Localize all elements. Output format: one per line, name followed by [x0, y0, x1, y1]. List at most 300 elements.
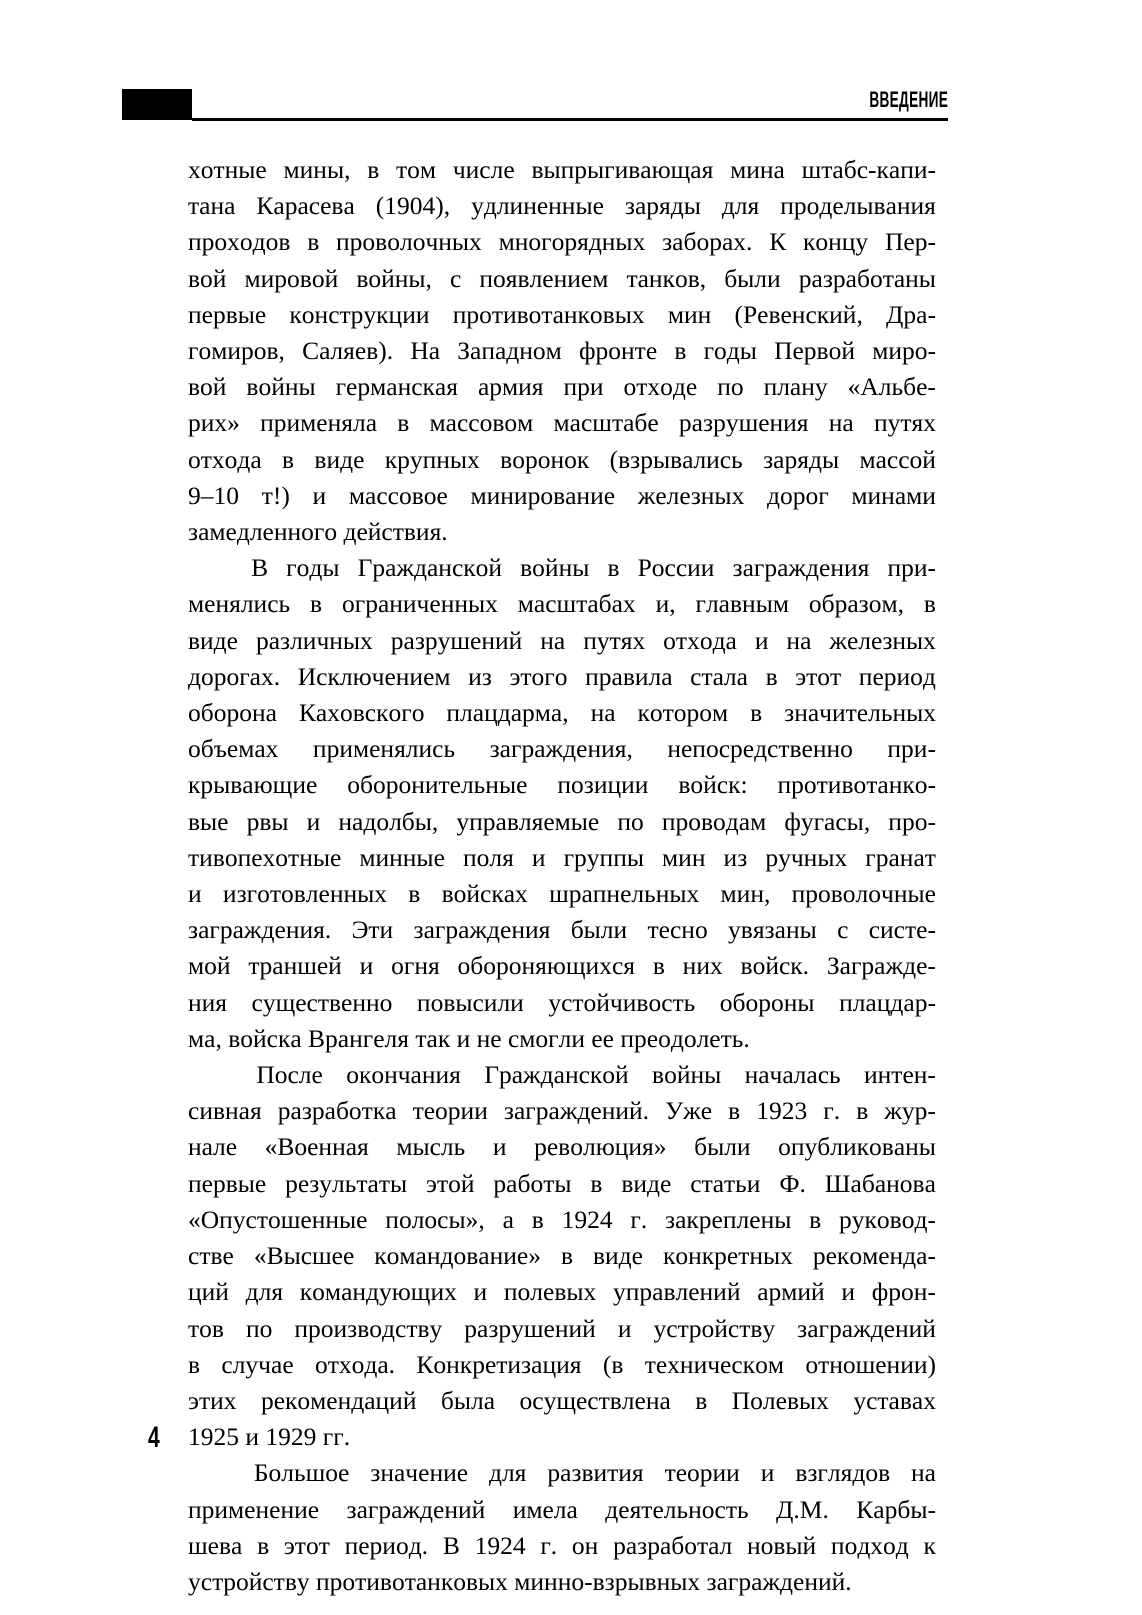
word: по — [717, 372, 744, 402]
word: в — [607, 553, 620, 583]
word: масштабе — [553, 408, 659, 438]
text-line — [188, 731, 936, 767]
word: Пер- — [884, 227, 936, 257]
word: «Альбе- — [847, 372, 936, 402]
word: интен- — [864, 1060, 936, 1090]
text-line — [188, 442, 936, 478]
text-line — [188, 985, 936, 1021]
word: «Высшее — [253, 1241, 355, 1271]
word: в — [674, 336, 687, 366]
word: плацдар- — [839, 987, 936, 1017]
word: (1904), — [375, 191, 451, 221]
text-line — [188, 1166, 936, 1202]
word: надолбы, — [338, 806, 439, 836]
word: Конкретизация — [416, 1349, 582, 1379]
word: заграждения. — [188, 915, 332, 945]
word: были — [724, 263, 781, 293]
word: минами — [851, 480, 936, 510]
word: вой — [188, 372, 227, 402]
word: Исключением — [297, 661, 451, 691]
word: в — [531, 1204, 544, 1234]
word: полосы», — [385, 1204, 485, 1234]
word: в — [728, 1096, 741, 1126]
word: войны — [520, 553, 590, 583]
word: про- — [888, 806, 936, 836]
text-line: ма, войска Врангеля так и не смогли ее преодолеть. — [188, 1023, 750, 1053]
word: заграждения — [732, 553, 870, 583]
word: числе — [452, 155, 515, 184]
text-line — [188, 1274, 936, 1310]
word: Полевых — [731, 1385, 829, 1415]
word: в — [310, 589, 323, 619]
text-line — [188, 188, 936, 224]
word: годы — [703, 336, 757, 366]
word: появлением — [479, 263, 609, 293]
word: Загражде- — [826, 951, 936, 981]
word: минирование — [470, 480, 616, 510]
word: объемах — [188, 734, 279, 764]
word: фугасы, — [784, 806, 871, 836]
word: сивная — [188, 1096, 262, 1126]
word: для — [721, 191, 760, 221]
word: по — [617, 806, 644, 836]
text-line — [188, 224, 936, 260]
word: различных — [255, 625, 373, 655]
text-line — [188, 405, 936, 441]
word: (в — [602, 1349, 624, 1379]
word: образом, — [808, 589, 904, 619]
word: отношении) — [805, 1349, 936, 1379]
word: (Ревенский, — [734, 299, 863, 329]
word: нале — [188, 1132, 238, 1162]
word: заряды — [624, 191, 701, 221]
word: в — [188, 1349, 201, 1379]
word: командующих — [299, 1277, 457, 1307]
word: Эти — [351, 915, 394, 945]
word: После — [256, 1060, 323, 1090]
word: мировой — [244, 263, 339, 293]
word: в — [257, 1530, 270, 1560]
word: танков, — [626, 263, 707, 293]
text-line — [188, 1492, 936, 1528]
word: германская — [335, 372, 458, 402]
word: траншей — [248, 951, 342, 981]
word: правила — [585, 661, 673, 691]
word: виде — [621, 1168, 672, 1198]
word: в — [856, 1096, 869, 1126]
word: осуществлена — [519, 1385, 671, 1415]
word: рвы — [246, 806, 289, 836]
text-line — [188, 659, 936, 695]
word: в — [307, 227, 320, 257]
word: теории — [664, 1458, 740, 1488]
word: войск. — [740, 951, 810, 981]
text-line — [188, 1202, 936, 1238]
word: значение — [370, 1458, 469, 1488]
word: отходе — [623, 372, 698, 402]
word: он — [571, 1530, 599, 1560]
word: фронте — [579, 336, 658, 366]
word: противотанко- — [777, 770, 936, 800]
word: плану — [763, 372, 828, 402]
word: воронок — [500, 444, 590, 474]
word: Гражданской — [357, 553, 503, 583]
word: многорядных — [498, 227, 646, 257]
text-line — [188, 1057, 936, 1093]
word: массовом — [429, 408, 534, 438]
word: дорог — [767, 480, 829, 510]
word: виде — [188, 625, 238, 655]
word: войны — [246, 372, 316, 402]
word: и — [760, 1458, 775, 1488]
word: ограниченных — [341, 589, 498, 619]
word: при — [563, 372, 604, 402]
word: к — [923, 1530, 936, 1560]
text-line — [188, 1238, 936, 1274]
word: закреплены — [665, 1204, 792, 1234]
word: были — [694, 1132, 751, 1162]
word: вой — [188, 263, 227, 293]
word: удлиненные — [471, 191, 604, 221]
text-line — [188, 1383, 936, 1419]
text-line — [188, 623, 936, 659]
word: Западном — [457, 336, 562, 366]
word: войск: — [678, 770, 748, 800]
word: на — [911, 1458, 936, 1488]
word: этой — [426, 1168, 475, 1198]
word: на — [590, 698, 616, 728]
header-rule-divider — [192, 118, 948, 121]
word: «Военная — [264, 1132, 369, 1162]
word: Карбы- — [856, 1494, 936, 1524]
word: проволочных — [336, 227, 482, 257]
word: заряды — [763, 444, 840, 474]
word: оборонительные — [347, 770, 528, 800]
word: и — [306, 806, 321, 836]
word: путях — [873, 408, 936, 438]
word: первые — [188, 299, 267, 329]
word: разрушений — [464, 1313, 596, 1343]
word: и — [473, 1277, 488, 1307]
word: при- — [887, 553, 936, 583]
word: имела — [512, 1494, 578, 1524]
word: проходов — [188, 227, 291, 257]
word: рекомендаций — [260, 1385, 417, 1415]
word: этого — [509, 661, 568, 691]
word: заграждений — [346, 1494, 486, 1524]
text-line — [188, 912, 936, 948]
word: мин, — [720, 879, 771, 909]
word: в — [765, 661, 778, 691]
word: применялись — [312, 734, 456, 764]
word: массовое — [348, 480, 448, 510]
text-line: замедленного действия. — [188, 517, 448, 547]
word: для — [245, 1277, 284, 1307]
word: «Опустошенные — [188, 1204, 368, 1234]
word: в — [560, 1241, 573, 1271]
text-line: 1925 и 1929 гг. — [188, 1422, 351, 1452]
word: результаты — [285, 1168, 408, 1198]
word: них — [682, 951, 723, 981]
paragraph-indent — [188, 550, 233, 586]
word: Уже — [665, 1096, 713, 1126]
word: Первой — [774, 336, 855, 366]
word: из — [468, 661, 492, 691]
word: разработка — [277, 1096, 397, 1126]
word: в — [652, 951, 665, 981]
word: Дра- — [886, 299, 936, 329]
word: т!) — [261, 480, 290, 510]
word: ций — [188, 1277, 229, 1307]
word: войсках — [441, 879, 528, 909]
word: на — [540, 625, 566, 655]
word: и — [754, 625, 769, 655]
word: Большое — [253, 1458, 350, 1488]
word: мысль — [396, 1132, 466, 1162]
word: в — [367, 155, 380, 184]
word: на — [828, 408, 854, 438]
word: фрон- — [871, 1277, 936, 1307]
word: управлений — [612, 1277, 741, 1307]
text-line — [188, 1311, 936, 1347]
word: Карасева — [256, 191, 355, 221]
text-line — [188, 1093, 936, 1129]
word: Шабанова — [824, 1168, 936, 1198]
word: заграждения, — [489, 734, 633, 764]
word: Д.М. — [776, 1494, 829, 1524]
word: шева — [188, 1530, 243, 1560]
word: а — [502, 1204, 514, 1234]
word: противотанковых — [452, 299, 645, 329]
word: случае — [221, 1349, 294, 1379]
word: конкретных — [662, 1241, 793, 1271]
word: и — [188, 879, 202, 909]
word: обороны — [719, 987, 815, 1017]
word: в — [809, 1204, 822, 1234]
word: период. — [344, 1530, 429, 1560]
word: тов — [188, 1313, 224, 1343]
word: выпрыгивающая — [531, 155, 714, 184]
word: применение — [188, 1494, 320, 1524]
word: России — [637, 553, 715, 583]
word: в — [695, 1385, 708, 1415]
word: взглядов — [795, 1458, 891, 1488]
word: разрушения — [678, 408, 809, 438]
text-line — [188, 948, 936, 984]
word: полевых — [503, 1277, 597, 1307]
word: повысили — [416, 987, 524, 1017]
word: 1923 — [756, 1096, 808, 1126]
text-line — [188, 767, 936, 803]
word: была — [440, 1385, 496, 1415]
word: были — [570, 915, 628, 945]
word: миро- — [872, 336, 936, 366]
word: штабс-капи- — [801, 155, 936, 184]
word: этот — [795, 661, 842, 691]
word: том — [396, 155, 437, 184]
text-line — [188, 152, 936, 188]
word: систе- — [868, 915, 936, 945]
word: г. — [823, 1096, 841, 1126]
word: и — [841, 1277, 856, 1307]
word: огня — [391, 951, 440, 981]
word: окончания — [346, 1060, 461, 1090]
body-text-block — [188, 152, 936, 1600]
word: на — [786, 625, 812, 655]
word: рекоменда- — [812, 1241, 936, 1271]
text-line — [188, 1455, 936, 1491]
word: разработал — [613, 1530, 733, 1560]
word: в — [408, 879, 421, 909]
word: устойчивость — [548, 987, 696, 1017]
text-line — [188, 876, 936, 912]
word: для — [488, 1458, 527, 1488]
word: разработаны — [798, 263, 936, 293]
word: мой — [188, 951, 231, 981]
word: концу — [803, 227, 869, 257]
word: железных — [637, 480, 745, 510]
word: новый — [746, 1530, 817, 1560]
text-line — [188, 695, 936, 731]
word: путях — [583, 625, 646, 655]
word: Каховского — [298, 698, 425, 728]
word: поля — [462, 842, 514, 872]
word: этот — [283, 1530, 330, 1560]
word: армий — [757, 1277, 825, 1307]
word: 9–10 — [188, 480, 239, 510]
word: крывающие — [188, 770, 318, 800]
word: проделывания — [780, 191, 936, 221]
word: группы — [563, 842, 644, 872]
word: производству — [294, 1313, 443, 1343]
word: в — [282, 444, 295, 474]
text-line — [188, 1129, 936, 1165]
word: В — [442, 1530, 460, 1560]
text-line — [188, 840, 936, 876]
word: и — [312, 480, 327, 510]
text-line — [188, 804, 936, 840]
word: отхода — [663, 625, 737, 655]
word: жур- — [884, 1096, 936, 1126]
paragraph-indent — [188, 1455, 233, 1491]
word: развития — [547, 1458, 644, 1488]
word: минные — [359, 842, 445, 872]
word: существенно — [251, 987, 393, 1017]
running-head — [122, 86, 948, 126]
word: и — [359, 951, 374, 981]
word: мины, — [283, 155, 351, 184]
word: ния — [188, 987, 228, 1017]
word: оборона — [188, 698, 277, 728]
word: подход — [830, 1530, 909, 1560]
word: разрушений — [390, 625, 523, 655]
word: в — [397, 408, 410, 438]
word: и — [531, 842, 546, 872]
word: в — [590, 1168, 603, 1198]
word: гомиров, — [188, 336, 285, 366]
word: вые — [188, 806, 229, 836]
word: тивопехотные — [188, 842, 342, 872]
word: обороняющихся — [457, 951, 635, 981]
word: значительных — [784, 698, 936, 728]
word: началась — [744, 1060, 841, 1090]
word: и, — [655, 589, 676, 619]
word: войны — [652, 1060, 722, 1090]
word: гранат — [865, 842, 936, 872]
word: с — [837, 915, 849, 945]
word: стве — [188, 1241, 234, 1271]
word: руковод- — [839, 1204, 936, 1234]
word: г. — [540, 1530, 558, 1560]
word: из — [723, 842, 748, 872]
word: техническом — [644, 1349, 784, 1379]
word: тана — [188, 191, 236, 221]
word: уставах — [853, 1385, 936, 1415]
word: шрапнельных — [549, 879, 700, 909]
text-line — [188, 586, 936, 622]
word: крупных — [384, 444, 480, 474]
word: дорогах. — [188, 661, 281, 691]
word: работы — [493, 1168, 572, 1198]
word: теории — [412, 1096, 488, 1126]
word: заграждений — [797, 1313, 936, 1343]
text-line: устройству противотанковых минно-взрывных заграждений. — [188, 1566, 852, 1596]
text-line — [188, 1528, 936, 1564]
text-line — [188, 550, 936, 586]
text-line — [188, 369, 936, 405]
page-number: 4 — [148, 1421, 160, 1454]
header-black-block-icon — [122, 89, 192, 120]
word: позиции — [557, 770, 649, 800]
word: в — [750, 698, 763, 728]
word: устройству — [653, 1313, 776, 1343]
word: заборах. — [662, 227, 753, 257]
word: непосредственно — [667, 734, 853, 764]
word: главным — [695, 589, 789, 619]
word: опубликованы — [778, 1132, 936, 1162]
paragraph-indent — [188, 1057, 233, 1093]
word: масштабах — [517, 589, 636, 619]
word: в — [923, 589, 936, 619]
word: массой — [859, 444, 936, 474]
word: и — [617, 1313, 632, 1343]
word: виде — [592, 1241, 643, 1271]
word: заграждений. — [503, 1096, 650, 1126]
word: командование» — [374, 1241, 541, 1271]
word: деятельность — [605, 1494, 749, 1524]
word: изготовленных — [222, 879, 388, 909]
word: конструкции — [289, 299, 430, 329]
header-title: ВВЕДЕНИЕ — [869, 87, 948, 112]
word: рих» — [188, 408, 240, 438]
word: (взрывались — [609, 444, 743, 474]
word: виде — [314, 444, 365, 474]
word: заграждения — [413, 915, 551, 945]
word: ручных — [765, 842, 848, 872]
word: проволочные — [791, 879, 936, 909]
word: 1924 — [474, 1530, 526, 1560]
word: армия — [477, 372, 544, 402]
word: годы — [286, 553, 340, 583]
word: 1924 — [561, 1204, 613, 1234]
word: применяла — [260, 408, 378, 438]
word: Саляев). — [302, 336, 394, 366]
word: Гражданской — [484, 1060, 629, 1090]
word: первые — [188, 1168, 267, 1198]
text-line — [188, 478, 936, 514]
word: г. — [630, 1204, 648, 1234]
text-line — [188, 297, 936, 333]
